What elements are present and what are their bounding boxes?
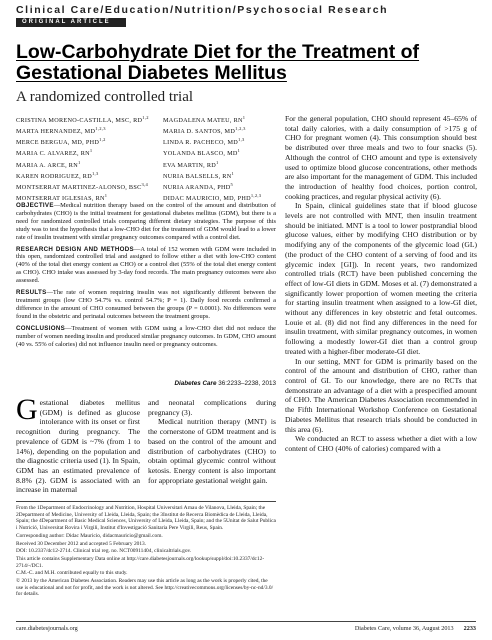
page-footer: [16, 621, 476, 632]
author-affiliation-sup: 1: [78, 159, 81, 165]
author-name: [16, 125, 176, 136]
abstract-text: —Treatment of women with GDM using a low-CHO diet did not reduce the number of women needing insulin and produced similar pregnancy outcomes. In GDM, CHO amount (40 vs. 55% of calories) did not influence insulin need or pregnancy outcomes.: [16, 324, 277, 348]
author-name-text: MONTSERRAT MARTINEZ-ALONSO, BSC: [16, 184, 142, 191]
author-affiliation-sup: 1: [104, 193, 108, 199]
author-name-text: CRISTINA MORENO-CASTILLA, MSC, RD: [16, 117, 143, 125]
journal-section-line: Clinical Care/Education/Nutrition/Psychosocial Research: [16, 4, 389, 16]
abstract-heading: RESEARCH DESIGN AND METHODS: [16, 245, 134, 253]
body-column-left: [16, 393, 140, 495]
author-name: [163, 114, 283, 125]
author-name: [163, 147, 283, 158]
abstract-heading: OBJECTIVE: [16, 202, 54, 209]
author-name: [163, 136, 283, 147]
abstract-objective: [16, 202, 276, 242]
author-name-text: KAREN RODRIGUEZ, RD: [16, 172, 92, 180]
author-affiliation-sup: 1: [89, 148, 93, 154]
author-affiliation-sup: 3,4: [141, 181, 149, 187]
body-paragraph: For the general population, CHO should represent 45–65% of total daily calories, with a daily consumption of >175 g of CHO for pregnant women (4). This consumption should best be distributed over three meals and two to four snacks (5). Although the control of CHO amount and type is extensively used to optimize blood glucose concentrations, other methods are also important for the management of GDM. This included the introduction of healthy food choices, portion control, cooking practices, and regular physical activity (6).: [285, 114, 477, 201]
article-subtitle: A randomized controlled trial: [16, 89, 194, 105]
footnote-received: Received 30 December 2012 and accepted 5 February 2013.: [16, 540, 147, 547]
abstract-text: —The rate of women requiring insulin was not significantly different between the treatment groups (low CHO 54.7% vs. control 54.7%; P = 1). Daily food records confirmed a difference in the amount of CHO consumed between the groups (P = 0.0001). No differences were found in the obstetric and perinatal outcomes between the treatment groups.: [16, 289, 276, 320]
author-name: [163, 181, 283, 192]
abstract-text: —A total of 152 women with GDM were included in this open, randomized controlled trial and assigned to follow either a diet with low-CHO content (40% of the total diet energy content as CHO) or a control diet (55% of the total diet energy content as CHO). CHO intake was assessed by 3-day food records. The main pregnancy outcomes were also assessed.: [16, 245, 276, 285]
footer-website-link[interactable]: care.diabetesjournals.org: [16, 625, 78, 632]
body-paragraph: estational diabetes mellitus (GDM) is defined as glucose intolerance with its onset or first recognition during pregnancy. The prevalence of GDM is ~7% (from 1 to 14%), depending on the population and the diagnostic criteria used (1). In Spain, GDM has an estimated prevalence of 8.8% (2). GDM is associated with an increase in maternal: [16, 398, 140, 495]
author-list-left: [16, 114, 176, 203]
author-name-text: NURIA BALSELLS, RN: [163, 172, 232, 180]
author-affiliation-sup: 1,2: [99, 137, 106, 143]
article-type-bar: ORIGINAL ARTICLE: [16, 18, 126, 27]
page-number: 2233: [463, 625, 476, 632]
author-name-text: MARIA D. SANTOS, MD: [163, 128, 236, 136]
footnotes: [16, 501, 276, 599]
author-affiliation-sup: 5: [230, 181, 234, 187]
journal-header: [16, 4, 476, 27]
article-title: Low-Carbohydrate Diet for the Treatment of Gestational Diabetes Mellitus: [16, 41, 420, 84]
footnote-contribution: C.M.-C. and M.H. contributed equally to this study.: [16, 570, 128, 577]
author-name-text: LINDA R. PACHECO, MD: [163, 139, 239, 147]
author-affiliation-sup: 1,3: [92, 170, 99, 176]
abstract: [16, 202, 276, 352]
author-name: [16, 159, 176, 170]
abstract-conclusions: [16, 325, 276, 349]
author-name-text: MARTA HERNANDEZ, MD: [16, 128, 96, 136]
author-affiliation-sup: 1: [216, 159, 219, 165]
author-list-right: [163, 114, 283, 203]
author-name: [16, 147, 176, 158]
footer-issue: Diabetes Care, volume 36, August 2013: [354, 625, 454, 632]
author-name-text: MONTSERRAT IGLESIAS, RN: [16, 195, 105, 203]
author-affiliation-sup: 1: [231, 170, 235, 176]
footnote-copyright: © 2013 by the American Diabetes Association. Readers may use this article as long as the work is properly cited, the use is educational and not for profit, and the work is not altered. See http://creativecommons.org/licenses/by-nc-nd/3.0/ for details.: [16, 578, 274, 598]
citation-journal: Diabetes Care: [174, 380, 217, 387]
author-name-text: MARIA A. ARCE, RN: [16, 161, 78, 169]
author-name-text: DIDAC MAURICIO, MD, PHD: [163, 195, 251, 203]
author-name: [16, 170, 176, 181]
body-paragraph: In our setting, MNT for GDM is primarily based on the control of the amount and distribution of CHO, rather than control of GI. To our knowledge, there are no RCTs that demonstrate an advantage of a diet with a prespecified amount of CHO. The American Diabetes Association recommended in the Fifth International Workshop Conference on Gestational Diabetes Mellitus that research trials should be conducted in this area (6).: [285, 356, 477, 434]
author-name: [16, 136, 176, 147]
author-name: [163, 170, 283, 181]
author-name: [163, 159, 283, 170]
abstract-methods: [16, 246, 276, 286]
author-name-text: NURIA ARANDA, PHD: [163, 184, 231, 191]
author-affiliation-sup: 1,3: [238, 137, 245, 143]
author-name-text: MERCE BERGUA, MD, PHD: [16, 139, 100, 147]
footnote-doi: DOI: 10.2337/dc12-2714. Clinical trial reg. no. NCT00911404, clinicaltrials.gov.: [16, 548, 192, 555]
author-name-text: MAGDALENA MATEU, RN: [163, 117, 243, 125]
footnote-corresponding-author: Corresponding author: Didac Mauricio, didacmauricio@gmail.com.: [16, 532, 163, 539]
citation-line: [16, 380, 276, 387]
body-paragraph: and neonatal complications during pregnancy (3).: [148, 398, 276, 417]
abstract-text: —Medical nutrition therapy based on the control of the amount and distribution of carbohydrates (CHO) is the initial treatment for gestational diabetes mellitus (GDM), but there is a need for randomized controlled trials comparing different dietary strategies. The purpose of this study was to test the hypothesis that a low-CHO diet for the treatment of GDM would lead to a lower rate of insulin treatment with similar pregnancy outcomes compared with a control diet.: [16, 202, 276, 241]
abstract-heading: RESULTS: [16, 289, 47, 297]
abstract-heading: CONCLUSIONS: [16, 324, 66, 332]
author-affiliation-sup: 1,2,3: [250, 193, 262, 199]
author-name-text: YOLANDA BLASCO, MD: [163, 150, 238, 158]
abstract-results: [16, 289, 276, 321]
footnote-supplementary: This article contains Supplementary Data online at http://care.diabetesjournals.org/lookup/suppl/doi:10.2337/dc12-2714/-/DC1.: [16, 555, 265, 569]
author-affiliation-sup: 1: [242, 115, 246, 120]
drop-cap: G: [16, 393, 38, 426]
author-name: [16, 114, 176, 125]
body-column-right: [285, 114, 477, 454]
author-name: [16, 181, 176, 192]
footnote-affiliations: From the 1Department of Endocrinology and Nutrition, Hospital Universitari Arnau de Vilanova, Lleida, Spain; the 2Department of Medicine, University of Lleida, Lleida, Spain; the 3Institut de Recerca Biomèdica de Lleida, Lleida, Spain; the 4Department of Basic Medical Sciences, University of Lleida, Lleida, Spain; and the 5Unitat de Salut Publica i Nutrició, Universitat Rovira i Virgili, Institut d'Investigació Sanitaria Pere Virgili, Reus, Spain.: [16, 505, 276, 532]
body-paragraph: In Spain, clinical guidelines state that if blood glucose levels are not controlled with MNT, then insulin treatment should be initiated. MNT is a tool to lower postprandial blood glucose values, either by modifying CHO distribution or by modifying any of the components of the glycemic load (GL) (the product of the CHO content of a serving of food and its glycemic index [GI]). In recent years, two randomized controlled trials (RCT) have been published concerning the effect of low-GI diets in GDM. Moses et al. (7) demonstrated a significantly lower proportion of women meeting the criteria for starting insulin treatment when assigned to a low-GI diet, without any differences in key obstetric and fetal outcomes. Louie et al. (8) did not find any differences in the need for insulin treatment, with similar pregnancy outcomes, in women following a modestly lower-GI diet than a control group treated with a higher-fiber moderate-GI diet.: [285, 201, 477, 356]
citation-ref: 36:2233–2238, 2013: [218, 380, 276, 387]
body-column-middle: [148, 398, 276, 485]
author-affiliation-sup: 1: [237, 148, 241, 154]
author-name-text: MARIA C. ALVAREZ, RN: [16, 150, 90, 158]
author-name-text: EVA MARTIN, RD: [163, 161, 217, 169]
footer-journal-info: [355, 625, 476, 632]
author-name: [163, 125, 283, 136]
body-paragraph: We conducted an RCT to assess whether a diet with a low content of CHO (40% of calories) compared with a: [285, 434, 477, 453]
author-affiliation-sup: 1,2,3: [235, 126, 246, 132]
author-affiliation-sup: 1,2: [142, 115, 149, 120]
author-affiliation-sup: 1,2,3: [95, 126, 106, 132]
body-paragraph: Medical nutrition therapy (MNT) is the cornerstone of GDM treatment and is based on the control of the amount and distribution of carbohydrates (CHO) to obtain optimal glycemic control without ketosis. Energy content is also important for appropriate gestational weight gain.: [148, 417, 276, 485]
